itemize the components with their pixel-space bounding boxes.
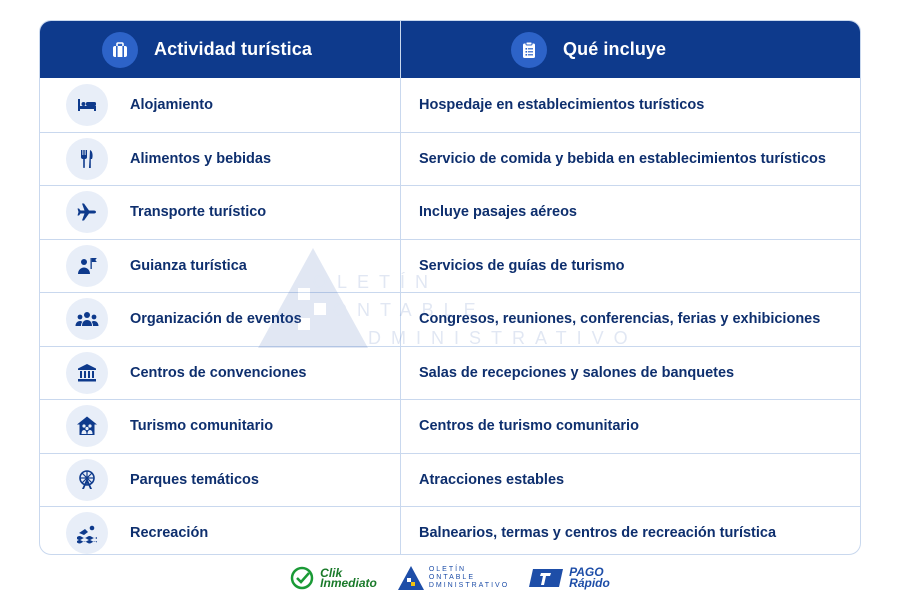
table-row (40, 239, 860, 293)
activity-cell (40, 400, 401, 453)
activity-label: Alimentos y bebidas (130, 150, 272, 167)
activity-cell (40, 78, 401, 132)
includes-cell: Congresos, reuniones, conferencias, ferias y exhibiciones (419, 311, 821, 328)
table-row (40, 292, 860, 346)
includes-cell: Servicio de comida y bebida en establecimientos turísticos (419, 150, 826, 167)
activity-label: Alojamiento (130, 96, 213, 113)
pago-rapido-logo (529, 564, 610, 590)
community-house-icon (66, 405, 108, 447)
table-row (40, 453, 860, 507)
boletin-line2: ONTABLE (428, 573, 475, 581)
suitcase-icon (102, 32, 138, 68)
activity-label: Guianza turística (130, 257, 247, 274)
clik-text: Clik (320, 565, 343, 580)
swimmer-icon (66, 512, 108, 554)
table-header (40, 21, 860, 78)
header-includes (401, 21, 860, 78)
activity-label: Parques temáticos (130, 471, 259, 488)
activity-cell (40, 347, 401, 400)
includes-cell: Servicios de guías de turismo (419, 257, 625, 274)
table-row (40, 78, 860, 132)
table-row (40, 506, 860, 555)
table-row (40, 346, 860, 400)
activity-label: Centros de convenciones (130, 364, 307, 381)
rapido-text: Rápido (569, 575, 610, 590)
clipboard-icon (511, 32, 547, 68)
includes-cell: Balnearios, termas y centros de recreación turística (419, 525, 777, 542)
header-activity (40, 21, 401, 78)
activity-cell (40, 186, 401, 239)
activity-label: Transporte turístico (130, 204, 267, 221)
activity-cell (40, 240, 401, 293)
includes-cell: Salas de recepciones y salones de banquetes (419, 364, 735, 381)
activity-label: Organización de eventos (130, 311, 302, 328)
fork-knife-icon (66, 138, 108, 180)
activity-label: Turismo comunitario (130, 418, 274, 435)
includes-cell: Incluye pasajes aéreos (419, 204, 577, 221)
airplane-icon (66, 191, 108, 233)
activity-cell (40, 454, 401, 507)
table-body (40, 78, 860, 555)
guide-flag-icon (66, 245, 108, 287)
table-row (40, 132, 860, 186)
ferris-wheel-icon (66, 459, 108, 501)
activity-label: Recreación (130, 525, 209, 542)
group-icon (66, 298, 108, 340)
clik-inmediato-logo (290, 566, 377, 590)
activity-cell (40, 133, 401, 186)
clik-check-icon (290, 566, 316, 590)
header-activity-label: Actividad turística (154, 39, 312, 59)
activity-cell (40, 293, 401, 346)
table-row (40, 185, 860, 239)
pago-text: PAGO (569, 564, 604, 579)
boletin-logo (397, 565, 509, 591)
includes-cell: Hospedaje en establecimientos turísticos (419, 96, 705, 113)
activity-cell (40, 507, 401, 555)
pago-rapido-icon (529, 567, 565, 589)
bed-icon (66, 84, 108, 126)
boletin-triangle-icon (397, 565, 425, 591)
boletin-line3: DMINISTRATIVO (428, 581, 510, 589)
tourism-activities-table (39, 20, 861, 555)
includes-cell: Centros de turismo comunitario (419, 418, 639, 435)
building-columns-icon (66, 352, 108, 394)
includes-cell: Atracciones estables (419, 471, 565, 488)
footer-logos (0, 555, 900, 600)
table-row (40, 399, 860, 453)
header-includes-label: Qué incluye (563, 39, 667, 59)
boletin-line1: OLETÍN (428, 565, 467, 573)
inmediato-text: Inmediato (320, 575, 377, 590)
